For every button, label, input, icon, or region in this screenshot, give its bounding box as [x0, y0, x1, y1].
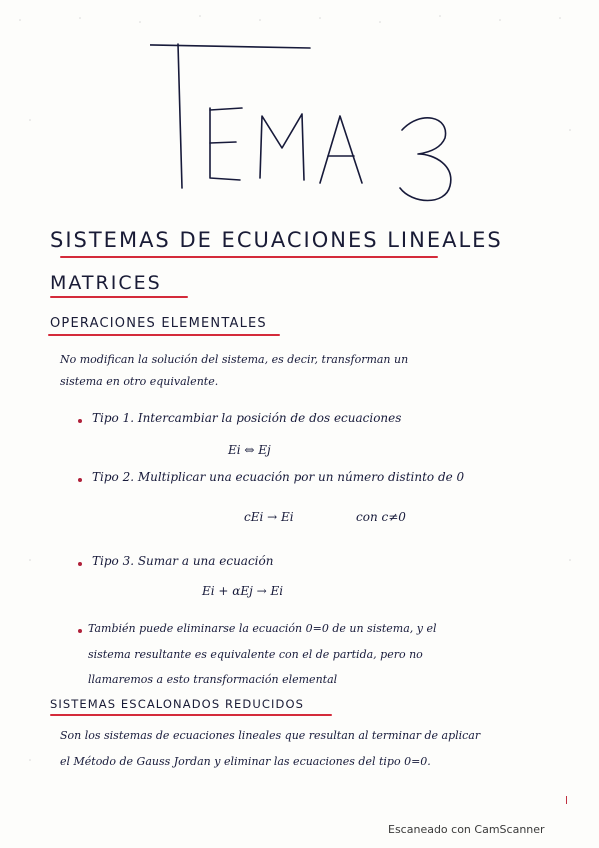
heading-sub-underline	[50, 296, 188, 298]
type3-label: Tipo 3. Sumar a una ecuación	[92, 554, 274, 568]
heading-main: SISTEMAS DE ECUACIONES LINEALES	[50, 228, 503, 252]
section-reduced: SISTEMAS ESCALONADOS REDUCIDOS	[50, 697, 305, 711]
bullet-note	[78, 629, 82, 633]
bullet-type2	[78, 478, 82, 482]
heading-sub: MATRICES	[50, 272, 162, 294]
note-line-2: sistema resultante es equivalente con el de partida, pero no	[88, 648, 423, 661]
section-reduced-underline	[50, 714, 332, 716]
note-line-3: llamaremos a esto transformación elemental	[88, 673, 338, 686]
type1-label: Tipo 1. Intercambiar la posición de dos ecuaciones	[92, 411, 402, 425]
type2-label: Tipo 2. Multiplicar una ecuación por un número distinto de 0	[92, 470, 465, 484]
type3-formula: Ei + αEj → Ei	[202, 584, 284, 598]
margin-mark	[566, 796, 567, 804]
note-line-1: También puede eliminarse la ecuación 0=0 de un sistema, y el	[88, 622, 437, 635]
intro-line-1: No modifican la solución del sistema, es decir, transforman un	[60, 353, 409, 366]
intro-line-2: sistema en otro equivalente.	[60, 375, 219, 388]
bullet-type3	[78, 562, 82, 566]
section-operations: OPERACIONES ELEMENTALES	[50, 316, 267, 331]
scanner-watermark: Escaneado con CamScanner	[388, 823, 545, 836]
type1-formula: Ei ⇔ Ej	[228, 443, 271, 457]
title-handwriting	[150, 38, 480, 208]
section-operations-underline	[48, 334, 280, 336]
reduced-line-2: el Método de Gauss Jordan y eliminar las ecuaciones del tipo 0=0.	[60, 755, 431, 768]
reduced-line-1: Son los sistemas de ecuaciones lineales que resultan al terminar de aplicar	[60, 729, 481, 742]
type2-formula-right: con c≠0	[356, 510, 406, 524]
heading-main-underline	[60, 256, 438, 258]
bullet-type1	[78, 419, 82, 423]
type2-formula-left: cEi → Ei	[244, 510, 294, 524]
page-title	[150, 38, 480, 208]
